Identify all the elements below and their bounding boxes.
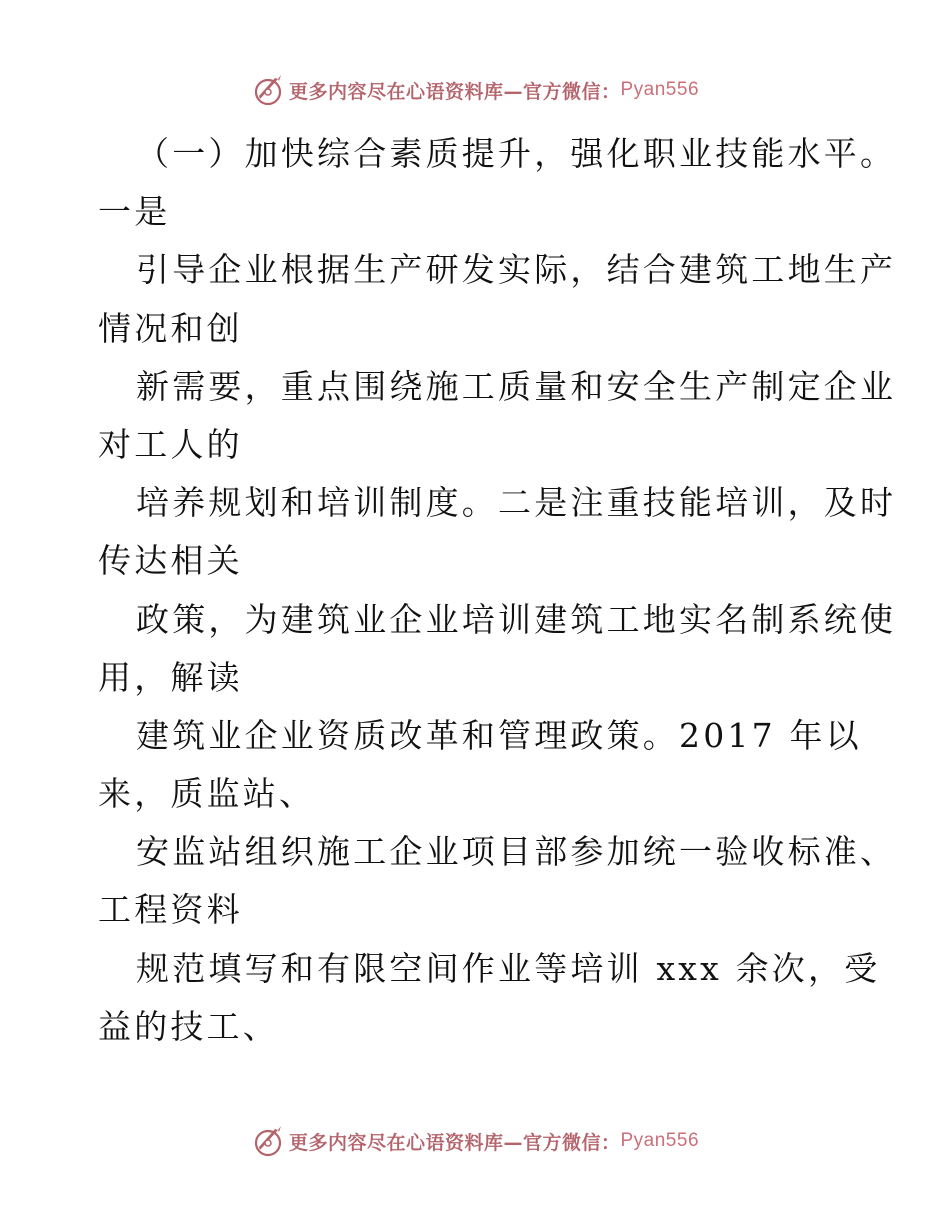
text-line: 新需要，重点围绕施工质量和安全生产制定企业 <box>136 366 897 406</box>
text-line: 对工人的 <box>98 424 243 464</box>
text-line: 来，质监站、 <box>98 774 316 814</box>
feather-pen-icon <box>251 73 285 107</box>
document-body <box>98 125 897 1056</box>
text-line: 益的技工、 <box>98 1006 279 1046</box>
header-watermark <box>0 73 950 107</box>
watermark-text: 更多内容尽在心语资料库—官方微信： <box>288 1131 621 1154</box>
text-line: 规范填写和有限空间作业等培训 xxx 余次，受 <box>136 948 881 988</box>
watermark-text: 更多内容尽在心语资料库—官方微信： <box>288 80 621 103</box>
watermark-wechat-id: Pyan556 <box>620 79 700 100</box>
text-line: 安监站组织施工企业项目部参加统一验收标准、 <box>136 832 897 872</box>
text-line: 用，解读 <box>98 657 243 697</box>
footer-watermark <box>0 1124 950 1158</box>
text-line: 政策，为建筑业企业培训建筑工地实名制系统使 <box>136 599 897 639</box>
feather-pen-icon <box>251 1124 285 1158</box>
text-line: 工程资料 <box>98 890 243 930</box>
text-line: 一是 <box>98 192 171 232</box>
text-line: 情况和创 <box>98 308 243 348</box>
text-line: 建筑业企业资质改革和管理政策。2017 年以 <box>136 715 862 755</box>
text-line: 培养规划和培训制度。二是注重技能培训，及时 <box>136 483 897 523</box>
text-line: （一）加快综合素质提升，强化职业技能水平。 <box>136 134 897 173</box>
watermark-wechat-id: Pyan556 <box>620 1130 700 1151</box>
text-line: 传达相关 <box>98 541 243 581</box>
text-line: 引导企业根据生产研发实际，结合建筑工地生产 <box>136 250 897 290</box>
